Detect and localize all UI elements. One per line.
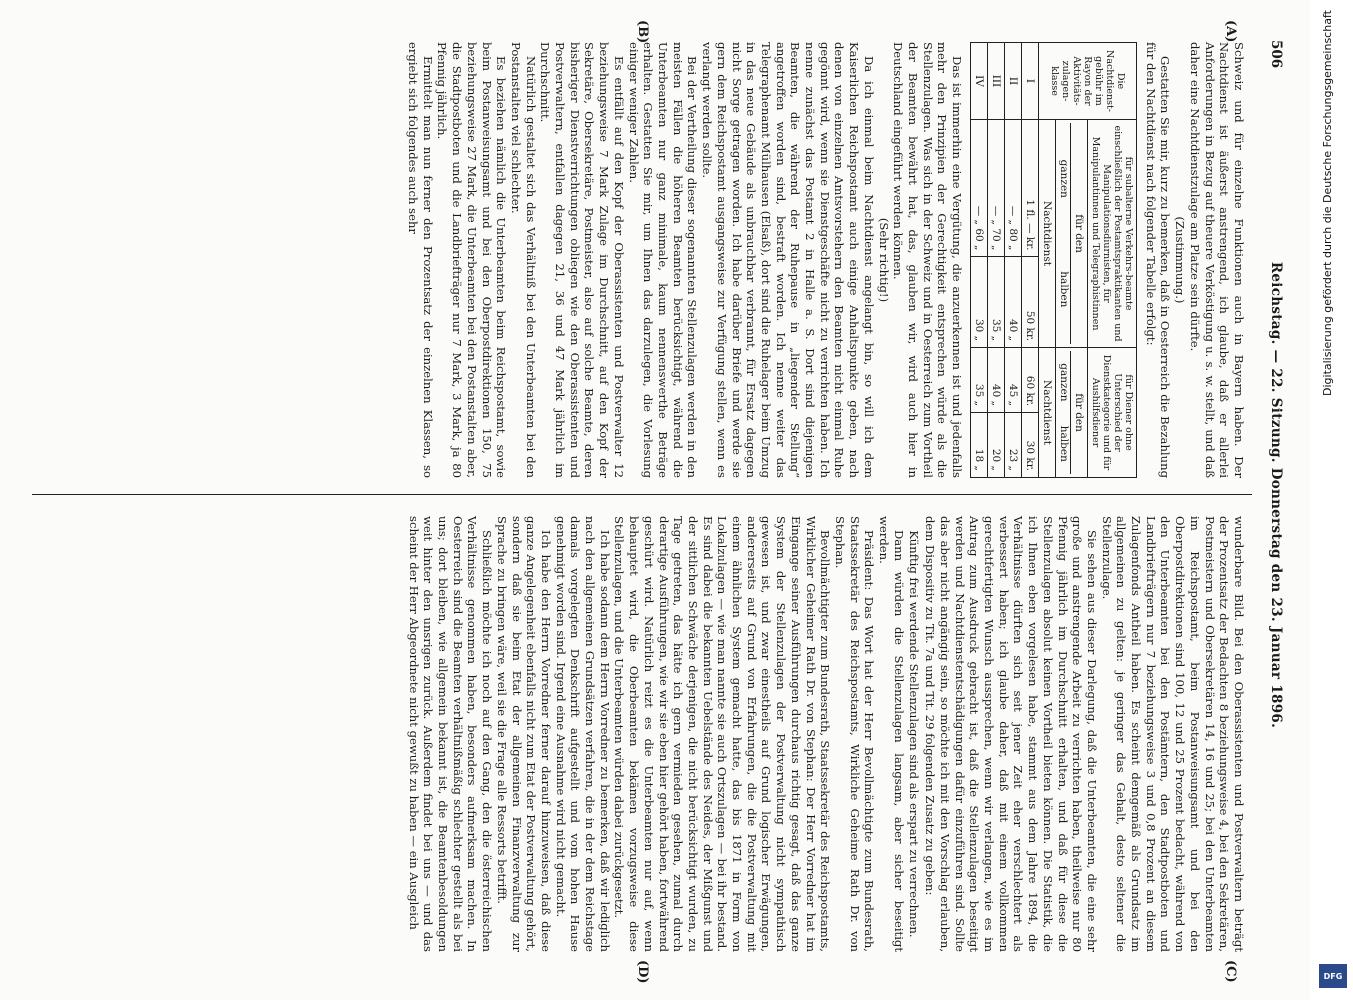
paragraph: Sie sehen aus dieser Darlegung, daß die Unterbeamten, die eine sehr große und anstrengende Arbeit zu verrichten haben, theilweise nur 80 Pfennig jährlich im Durchschnitt erhalten, und daß für diese die Stellenzulagen absolut keinen Vortheil bieten können. Die Statistik, die ich Ihnen eben vorgelesen habe, stammt aus dem Jahre 1894, die Verhältnisse dürften sich seit jener Zeit eher verschlechtert als verbessert haben; ich glaube daher, daß mit einem vollkommen gerechtfertigten Wunsch aussprechen, wenn wir verlangen, wie es im Antrag zum Ausdruck gebracht ist, daß die Stellenzulagen beseitigt werden und Nachtdienstentschädigungen dafür einzuführen sind. Sollte das aber nicht angängig sein, so möchte ich mit den Vorschlag erlauben, dem Dispositiv zu Tit. 7a und Tit. 29 folgenden Zusatz zu geben: — [923, 516, 1099, 952]
paragraph: Ermittelt man nun ferner den Prozentsatz der einzelnen Klassen, so ergiebt sich folgendes auch sehr — [406, 42, 435, 478]
paragraph: Dann würden die Stellenzulagen langsam, aber sicher beseitigt werden. — [877, 516, 906, 952]
table-cell: 35 „ — [988, 257, 1005, 348]
table-subheader-for-the: für den — [1073, 393, 1086, 432]
paragraph: Es entfällt auf den Kopf der Oberassistenten und Postverwalter 12 beziehungsweise 7 Mark Zulage im Durchschnitt, auf den Kopf der Sekretäre, Obersekretäre, Postmeister, also auf solche Beamte, deren bisheriger Dienstverrichtungen obliegen wie den Oberassistenten und Postverwaltern, entfallen dagegen 21, 36 und 47 Mark jährlich im Durchschnitt. — [538, 42, 626, 478]
table-cell: 45 „ — [1005, 348, 1022, 413]
section-marker-c: (C) — [1223, 960, 1238, 983]
paragraph: Natürlich gestaltet sich das Verhältniß bei den Unterbeamten bei den Postanstalten viel schlechter. — [508, 42, 538, 478]
column-divider — [32, 494, 1252, 495]
interjection: (Sehr richtig!) — [876, 217, 891, 303]
paragraph: Bei der Vertheilung dieser sogenannten Stellenzulagen werden in den meisten Fällen die höheren Beamten berücksichtigt, während die Unterbeamten nur ganz minimale, kaum nennenswerthe Beträge erhalten. Gestatten Sie mir, um Ihnen das darzulegen, die Vorlesung einiger weniger Zahlen. — [626, 42, 700, 478]
attribution-strip — [1315, 0, 1353, 1000]
paragraph: Da ich einmal beim Nachtdienst angelangt bin, so will ich dem Kaiserlichen Reichspostamt auch einige Anhaltspunkte geben, nach denen von einzelnen Amtsvorstehern den Beamten nicht einmal Ruhe gegönnt wird, wenn sie Dienstgeschäfte nicht zu verrichten haben. Ich nenne zunächst das Postamt 2 in Halle a. S. Dort sind diejenigen Beamten, die während der Ruhepause in „liegender Stellung“ angetroffen worden sind, bestraft worden. Ich nenne weiter das Telegraphenamt Mülhausen (Elsaß), dort sind die Ruhelager beim Umzug in das neue Gebäude als unbrauchbar verbrannt, für Ersatz dagegen nicht Sorge getragen worden. Ich habe darüber Briefe und werde sie gern dem Reichspostamt ausgangsweise zur Verfügung stellen, wenn es verlangt werden sollte. — [700, 42, 876, 478]
table-cell: 40 „ — [1005, 257, 1022, 348]
table-row — [988, 43, 1005, 478]
table-group-header-officials: für subalterne Verkehrs-beamte einschließlich der Postamtspraktikanten und Manipulationsdiurnisten, für Manipulantinnen und Telegraphistinnen — [1088, 120, 1137, 348]
table-cell-class: IV — [971, 43, 988, 120]
table-cell: 30 „ — [971, 257, 988, 348]
table-cell: 30 kr. — [1022, 413, 1039, 478]
table-subheader-half: halben — [1058, 271, 1071, 308]
right-column — [406, 516, 1246, 952]
paragraph: Das ist immerhin eine Vergütung, die anzuerkennen ist und jedenfalls mehr den Prinzipien der Gerechtigkeit entsprechen würde als die Stellenzulagen. Was sich in der Schweiz und in Oesterreich zum Vortheil der Beamten bewährt hat, das, glauben wir, wird auch hier in Deutschland eingeführt werden können. — [891, 42, 965, 478]
table-subheader-split — [1058, 123, 1071, 344]
table-cell: 35 „ — [971, 348, 988, 413]
table-group-header-servants: für Diener ohne Unterschied der Dienstkategorie und für Aushilfsdiener — [1088, 348, 1137, 478]
table-cell-class: I — [1022, 43, 1039, 120]
table-subheader — [1056, 120, 1088, 348]
section-marker-b: (B) — [635, 20, 650, 44]
table-subheader-half: halben — [1058, 425, 1071, 462]
table-row — [1005, 43, 1022, 478]
table-cell-class: III — [988, 43, 1005, 120]
table-subheader-split — [1058, 351, 1071, 474]
paragraph: Ich habe den Herrn Vorredner ferner darauf hinzuweisen, daß diese ganze Angelegenheit ebenfalls nicht zum Etat der Postverwaltung gehört, sondern daß sie beim Etat der allgemeinen Finanzverwaltung zur Sprache zu bringen wäre, weil sie die Frage alle Ressorts betrifft. — [494, 516, 553, 952]
table-cell: 23 „ — [1005, 413, 1022, 478]
table-subheader-for-the: für den — [1073, 214, 1086, 253]
table-subheader-night-service: Nachtdienst — [1039, 120, 1056, 348]
paragraph: Es beziehen nämlich die Unterbeamten beim Reichspostamt, sowie beim Postanweisungsamt und bei den Oberpostdirektionen 150, 75 beziehungsweise 27 Mark, die Unterbeamten bei den Postanstalten aber, die Stadtpostboten und die Landbriefträger nur 7 Mark, 3 Mark, ja 80 Pfennig jährlich. — [435, 42, 509, 478]
paragraph: Schweiz und für einzelne Funktionen auch in Bayern haben. Der Nachtdienst ist äußerst anstrengend, ich glaube, daß er allerlei Anforderungen in Bezug auf theuere Verköstigung u. s. w. stellt, und daß daher eine Nachtdienstzulage am Platze sein dürfte. — [1187, 42, 1246, 478]
table-row — [1022, 43, 1039, 478]
section-marker-d: (D) — [635, 960, 650, 984]
section-marker-a: (A) — [1223, 20, 1238, 43]
paragraph: Gestatten Sie mir, kurz zu bemerken, daß in Oesterreich die Bezahlung für den Nachtdienst nach folgender Tabelle erfolgt: — [1143, 42, 1173, 478]
table-subheader-full: ganzen — [1058, 159, 1071, 198]
paragraph: wunderbare Bild. Bei den Oberassistenten und Postverwaltern beträgt der Prozentsatz der Bedachten 8 beziehungsweise 4, bei den Sekretären, Postmeistern und Obersekretären 14, 16 und 25; bei den Unterbeamten im Reichspostamt, beim Postanweisungsamt und bei den Oberpostdirektionen sind 100, 12 und 25 Prozent bedacht, während von den Unterbeamten bei den Postämtern, den Stadtpostboten und Landbriefträgern nur 7 beziehungsweise 3 und 0,8 Prozent an diesem Zulagenfonds Antheil haben. Es scheint demgemäß als Grundsatz im allgemeinen zu gelten: je geringer das Gehalt, desto seltener die Stellenzulage. — [1099, 516, 1246, 952]
table-row — [971, 43, 988, 478]
table-cell: — „ 80 „ — [1005, 120, 1022, 257]
table-col-header-class: Die Nachtdienst-gebühr im Rayon der Aktivitäts-zulagen-klasse — [1039, 43, 1137, 120]
table-cell-class: II — [1005, 43, 1022, 120]
table-subheader-night-service: Nachtdienst — [1039, 348, 1056, 478]
table-cell: 50 kr. — [1022, 257, 1039, 348]
table-subheader-full: ganzen — [1058, 363, 1071, 402]
interjection: (Zustimmung.) — [1173, 216, 1188, 304]
night-service-pay-table — [970, 42, 1137, 478]
running-title: Reichstag. — 22. Sitzung. Donnerstag den 23. Januar 1896. — [1268, 261, 1284, 729]
paragraph: Schließlich möchte ich noch auf den Gang, den die österreichischen Verhältnisse genommen haben, besonders aufmerksam machen. In Oesterreich sind die Beamten verhältnißmäßig schlechter gestellt als bei uns; dort bleiben, wie allgemein bekannt ist, die Beamtenbesoldungen weit hinter den unsrigen zurück. Außerdem findet bei uns — und das scheint der Herr Abgeordnete nicht gewußt zu haben — ein Ausgleich — [406, 516, 495, 952]
speech-stephan: Bevollmächtigter zum Bundesrath, Staatssekretär des Reichspostamts, Wirklicher Geheimer Rath Dr. von Stephan: Der Herr Vorredner hat im Eingange seiner Ausführungen durchaus richtig gesagt, daß das ganze System der Stellenzulagen der Postverwaltung nicht sympathisch gewesen ist, und zwar einestheils auf Grund logischer Erwägungen, andererseits auf Grund von Erfahrungen, die die Postverwaltung mit einem ähnlichen System gemacht hatte, das bis 1871 in Form von Lokalzulagen — wie man nannte sie auch Ortszulagen — bei ihr bestand. Es sind dabei die bekannten Uebelstände des Neides, der Mißgunst und der sittlichen Schwäche derjenigen, die nicht berücksichtigt wurden, zu Tage getreten, das hätte ich gern vermieden gesehen, zumal durch derartige Ausführungen, wie wir sie eben hier gehört haben, fortwährend geschürt wird. Natürlich reizt es die Unterbeamten nur auf, wenn behauptet wird, die Oberbeamten bekämen vorzugsweise diese Stellenzulagen, und die Unterbeamten würden dabei zurückgesetzt. — [612, 516, 833, 952]
left-column — [405, 42, 1246, 478]
table-subheader — [1056, 348, 1088, 478]
table-cell: — „ 60 „ — [971, 120, 988, 257]
proposed-addition: Künftig frei werdende Stellenzulagen sind als erspart zu verrechnen. — [906, 530, 921, 938]
president-remark: Präsident: Das Wort hat der Herr Bevollmächtigte zum Bundesrath, Staatssekretär des Reichspostamts, Wirkliche Geheime Rath Dr. von Stephan. — [833, 516, 877, 952]
dfg-logo: DFG — [1319, 964, 1347, 988]
table-cell: 60 kr. — [1022, 348, 1039, 413]
paragraph: Ich habe sodann dem Herrn Vorredner zu bemerken, daß wir lediglich nach den allgemeinen Grundsätzen verfahren, die in der dem Reichstage damals vorgelegten Denkschrift aufgestellt und vom hohen Hause genehmigt worden sind. Irgend eine Ausnahme wird nicht gemacht. — [553, 516, 612, 952]
attribution-text: Digitalisierung gefördert durch die Deutsche Forschungsgemeinschaft — [1321, 10, 1334, 396]
table-cell: 40 „ — [988, 348, 1005, 413]
table-cell: 20 „ — [988, 413, 1005, 478]
table-cell: — „ 70 „ — [988, 120, 1005, 257]
running-head — [1264, 40, 1284, 950]
table-cell: 18 „ — [971, 413, 988, 478]
page-number: 506 — [1268, 40, 1284, 69]
table-cell: 1 fl. — kr. — [1022, 120, 1039, 257]
